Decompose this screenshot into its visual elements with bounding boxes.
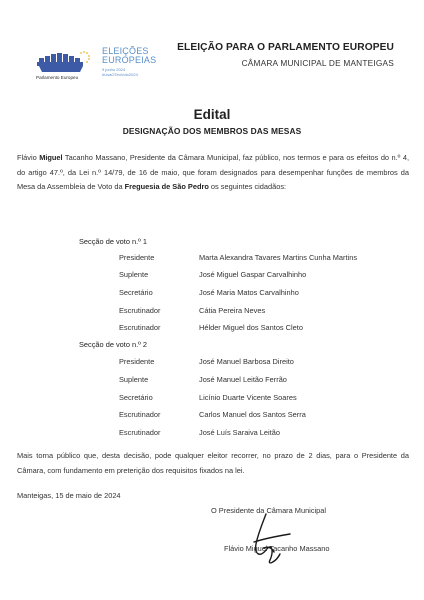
member-name: José Manuel Barbosa Direito bbox=[199, 357, 294, 366]
member-row bbox=[0, 375, 424, 387]
member-row bbox=[0, 357, 424, 369]
member-role: Escrutinador bbox=[119, 428, 161, 437]
member-name: José Luís Saraiva Leitão bbox=[199, 428, 280, 437]
member-row bbox=[0, 410, 424, 422]
elections-line1: ELEIÇÕES bbox=[102, 46, 149, 56]
document-subheading: DESIGNAÇÃO DOS MEMBROS DAS MESAS bbox=[122, 126, 302, 136]
member-name: Marta Alexandra Tavares Martins Cunha Martins bbox=[199, 253, 358, 262]
closing-paragraph: Mais torna público que, desta decisão, pode qualquer eleitor recorrer, no prazo de 2 dias, para o Presidente da Câmara, com fundamento em preterição dos requisitos fixados na lei. bbox=[17, 451, 409, 476]
document-header bbox=[0, 0, 424, 100]
signer-role: O Presidente da Câmara Municipal bbox=[211, 506, 327, 515]
member-row bbox=[0, 323, 424, 335]
section-2-title: Secção de voto n.º 2 bbox=[79, 340, 148, 349]
member-name: Carlos Manuel dos Santos Serra bbox=[199, 410, 306, 419]
intro-paragraph bbox=[17, 151, 409, 195]
elections-hashtag: #UsaOTeuVoto2024 bbox=[102, 72, 138, 77]
header-title-block bbox=[177, 42, 394, 68]
intro-bold-2: Freguesia de São Pedro bbox=[124, 182, 209, 192]
intro-text-2: Tacanho Massano, Presidente da Câmara Municipal, faz público, nos termos e para os efeitos do n.º 4, do artigo 47.º, da Lei n.º 14/79, de 16 de maio, que foram designados para desempenhar funções de membros da Mesa da Assembleia de Voto da bbox=[17, 153, 409, 192]
member-role: Escrutinador bbox=[119, 306, 161, 315]
member-name: José Miguel Gaspar Carvalhinho bbox=[199, 270, 307, 279]
dateline: Manteigas, 15 de maio de 2024 bbox=[17, 491, 121, 500]
member-role: Presidente bbox=[119, 357, 155, 366]
member-row bbox=[0, 428, 424, 440]
intro-text-3: os seguintes cidadãos: bbox=[208, 182, 287, 192]
intro-bold-1: Miguel bbox=[39, 153, 63, 162]
member-role: Escrutinador bbox=[119, 323, 161, 332]
member-row bbox=[0, 306, 424, 318]
document-heading: Edital bbox=[193, 107, 231, 122]
member-row bbox=[0, 253, 424, 265]
member-row bbox=[0, 270, 424, 282]
header-title: ELEIÇÃO PARA O PARLAMENTO EUROPEU bbox=[177, 42, 394, 53]
member-name: José Maria Matos Carvalhinho bbox=[199, 288, 299, 297]
header-subtitle: CÂMARA MUNICIPAL DE MANTEIGAS bbox=[241, 58, 394, 68]
member-role: Presidente bbox=[119, 253, 155, 262]
handwritten-signature bbox=[236, 512, 296, 568]
member-role: Suplente bbox=[119, 270, 149, 279]
member-name: José Manuel Leitão Ferrão bbox=[199, 375, 287, 384]
intro-text-1: Flávio bbox=[17, 153, 40, 162]
member-name: Cátia Pereira Neves bbox=[199, 306, 266, 315]
member-name: Hélder Miguel dos Santos Cleto bbox=[199, 323, 303, 332]
signer-name: Flávio Miguel Tacanho Massano bbox=[224, 544, 330, 553]
elections-date: 9 junho 2024 bbox=[102, 67, 126, 72]
section-1-title: Secção de voto n.º 1 bbox=[79, 237, 148, 246]
member-row bbox=[0, 393, 424, 405]
elections-line2: EUROPEIAS bbox=[102, 55, 157, 65]
member-role: Escrutinador bbox=[119, 410, 161, 419]
ep-caption: Parlamento Europeu bbox=[36, 75, 79, 80]
member-row bbox=[0, 288, 424, 300]
member-name: Licínio Duarte Vicente Soares bbox=[199, 393, 297, 402]
elections-badge bbox=[102, 47, 156, 77]
member-role: Secretário bbox=[119, 393, 153, 402]
member-role: Suplente bbox=[119, 375, 149, 384]
member-role: Secretário bbox=[119, 288, 153, 297]
